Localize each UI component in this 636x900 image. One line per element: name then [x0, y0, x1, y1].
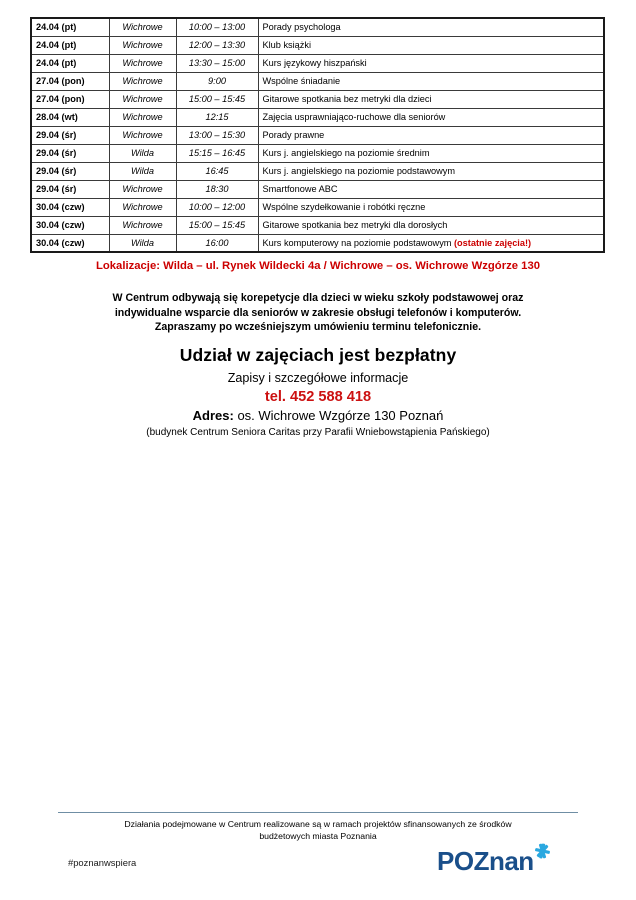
address-label: Adres: — [192, 408, 234, 423]
cell-date: 29.04 (śr) — [31, 126, 109, 144]
hashtag-poznanwspiera: #poznanwspiera — [68, 857, 137, 868]
address-value: os. Wichrowe Wzgórze 130 Poznań — [237, 408, 444, 423]
cell-time: 16:45 — [176, 162, 258, 180]
cell-description — [258, 144, 604, 162]
cell-date: 24.04 (pt) — [31, 36, 109, 54]
address-line — [0, 407, 636, 424]
intro-line-1: W Centrum odbywają się korepetycje dla dzieci w wieku szkoły podstawowej oraz — [112, 292, 524, 304]
cell-date: 24.04 (pt) — [31, 54, 109, 72]
table-row — [31, 234, 604, 252]
intro-line-3: Zapraszamy po wcześniejszym umówieniu terminu telefonicznie. — [154, 321, 482, 334]
table-row — [31, 36, 604, 54]
description-text: Porady prawne — [262, 130, 325, 140]
table-row — [31, 180, 604, 198]
cell-time: 13:00 – 15:30 — [176, 126, 258, 144]
cell-place: Wichrowe — [109, 90, 176, 108]
description-text: Wspólne szydełkowanie i robótki ręczne — [262, 202, 426, 212]
intro-paragraph — [68, 291, 568, 335]
cell-date: 28.04 (wt) — [31, 108, 109, 126]
table-row — [31, 162, 604, 180]
table-row — [31, 198, 604, 216]
cell-place: Wichrowe — [109, 198, 176, 216]
description-text: Smartfonowe ABC — [262, 184, 338, 194]
cell-description — [258, 54, 604, 72]
cell-date: 27.04 (pon) — [31, 72, 109, 90]
cell-time: 18:30 — [176, 180, 258, 198]
description-text: Wspólne śniadanie — [262, 76, 341, 86]
description-text: Gitarowe spotkania bez metryki dla dorosłych — [262, 220, 448, 230]
schedule-table-container — [30, 17, 605, 253]
table-row — [31, 108, 604, 126]
cell-place: Wichrowe — [109, 108, 176, 126]
table-row — [31, 216, 604, 234]
cell-time: 15:00 – 15:45 — [176, 216, 258, 234]
cell-place: Wilda — [109, 162, 176, 180]
cell-description — [258, 216, 604, 234]
cell-description — [258, 126, 604, 144]
description-text: Gitarowe spotkania bez metryki dla dzieci — [262, 94, 432, 104]
cell-place: Wichrowe — [109, 126, 176, 144]
cell-time: 16:00 — [176, 234, 258, 252]
table-row — [31, 72, 604, 90]
cell-place: Wichrowe — [109, 54, 176, 72]
cell-place: Wichrowe — [109, 72, 176, 90]
locations-line: Lokalizacje: Wilda – ul. Rynek Wildecki 4a / Wichrowe – os. Wichrowe Wzgórze 130 — [95, 260, 541, 272]
schedule-table — [30, 17, 605, 253]
cell-description — [258, 162, 604, 180]
intro-line-2: indywidualne wsparcie dla seniorów w zakresie obsługi telefonów i komputerów. — [114, 306, 522, 319]
cell-place: Wichrowe — [109, 36, 176, 54]
schedule-table-body — [31, 18, 604, 252]
description-text: Kurs j. angielskiego na poziomie podstawowym — [262, 166, 456, 176]
description-text: Kurs językowy hiszpański — [262, 58, 367, 68]
cell-date: 30.04 (czw) — [31, 216, 109, 234]
cell-time: 9:00 — [176, 72, 258, 90]
cell-description — [258, 72, 604, 90]
poznan-logo-text: POZnan — [437, 846, 534, 876]
signup-info-line: Zapisy i szczegółowe informacje — [227, 371, 409, 385]
cell-time: 12:15 — [176, 108, 258, 126]
cell-place: Wilda — [109, 234, 176, 252]
description-text: Kurs komputerowy na poziomie podstawowym — [262, 237, 452, 248]
description-text: Zajęcia usprawniająco-ruchowe dla seniorów — [262, 112, 446, 122]
cell-time: 12:00 – 13:30 — [176, 36, 258, 54]
address-building-note: (budynek Centrum Seniora Caritas przy Parafii Wniebowstąpienia Pańskiego) — [146, 427, 490, 438]
cell-time: 10:00 – 12:00 — [176, 198, 258, 216]
cell-place: Wilda — [109, 144, 176, 162]
table-row — [31, 18, 604, 36]
footer-note-line-2: budżetowych miasta Poznania — [259, 831, 377, 842]
footer-divider — [58, 812, 578, 813]
cell-date: 30.04 (czw) — [31, 198, 109, 216]
description-note: (ostatnie zajęcia!) — [454, 237, 532, 248]
description-text: Porady psychologa — [262, 22, 341, 33]
poznan-logo — [437, 843, 557, 879]
phone-number: tel. 452 588 418 — [264, 389, 372, 405]
cell-description — [258, 198, 604, 216]
cell-description — [258, 180, 604, 198]
cell-date: 27.04 (pon) — [31, 90, 109, 108]
table-row — [31, 126, 604, 144]
asterisk-icon — [535, 843, 550, 858]
cell-place: Wichrowe — [109, 18, 176, 36]
cell-description — [258, 90, 604, 108]
cell-place: Wichrowe — [109, 216, 176, 234]
cell-date: 29.04 (śr) — [31, 162, 109, 180]
cell-time: 10:00 – 13:00 — [176, 18, 258, 36]
footer-note-line-1: Działania podejmowane w Centrum realizowane są w ramach projektów sfinansowanych ze środków — [124, 819, 512, 829]
cell-time: 15:00 – 15:45 — [176, 90, 258, 108]
table-row — [31, 144, 604, 162]
table-row — [31, 90, 604, 108]
cell-time: 13:30 – 15:00 — [176, 54, 258, 72]
cell-description — [258, 234, 604, 252]
cell-date: 30.04 (czw) — [31, 234, 109, 252]
cell-date: 29.04 (śr) — [31, 180, 109, 198]
footer-funding-note — [58, 818, 578, 843]
description-text: Kurs j. angielskiego na poziomie średnim — [262, 148, 430, 158]
cell-description — [258, 18, 604, 36]
cell-date: 24.04 (pt) — [31, 18, 109, 36]
cell-description — [258, 36, 604, 54]
cell-description — [258, 108, 604, 126]
cell-place: Wichrowe — [109, 180, 176, 198]
description-text: Klub książki — [262, 40, 312, 50]
cell-date: 29.04 (śr) — [31, 144, 109, 162]
free-participation-heading: Udział w zajęciach jest bezpłatny — [179, 345, 457, 365]
table-row — [31, 54, 604, 72]
cell-time: 15:15 – 16:45 — [176, 144, 258, 162]
